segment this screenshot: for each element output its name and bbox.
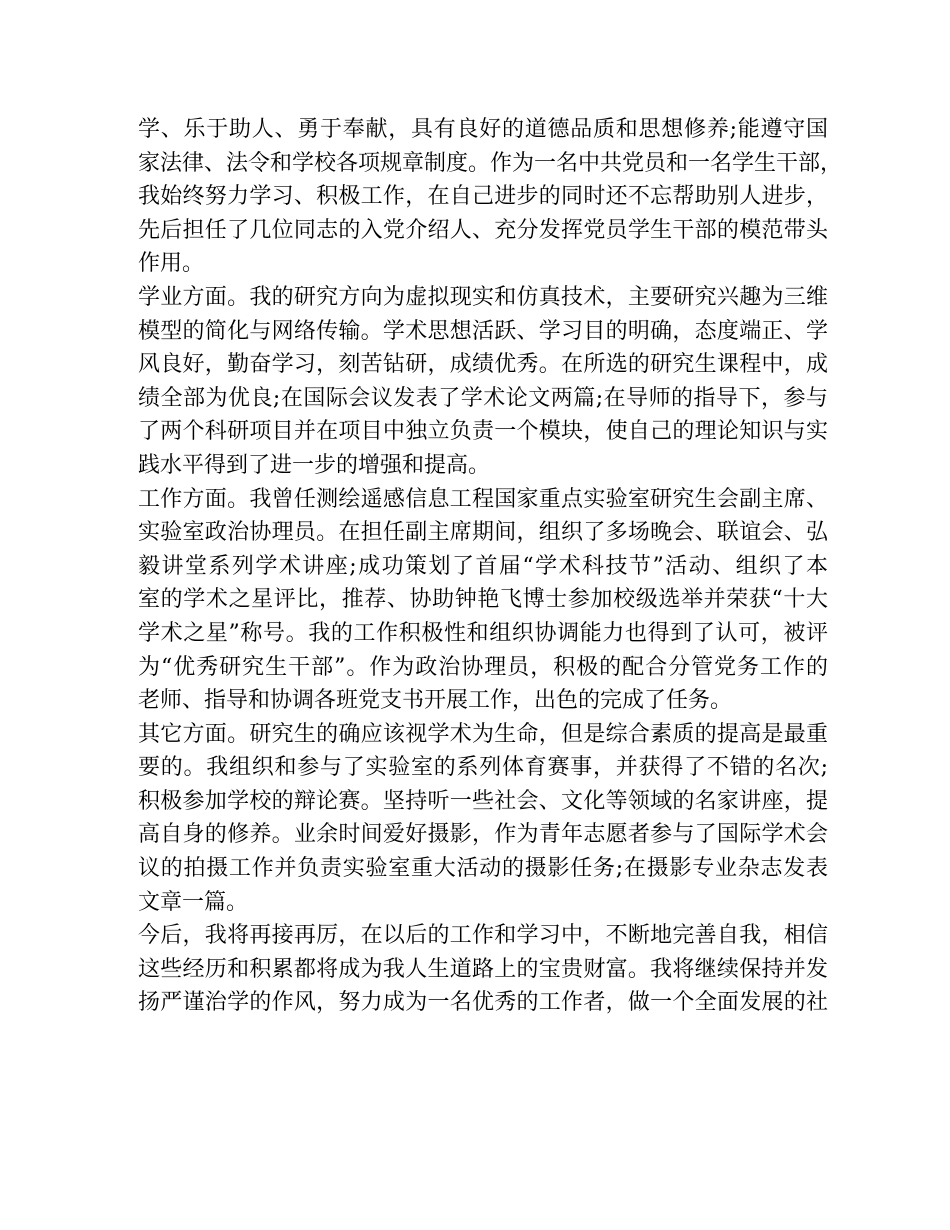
text-line: 先后担任了几位同志的入党介绍人、充分发挥党员学生干部的模范带头 xyxy=(138,217,828,243)
text-line: 践水平得到了进一步的增强和提高。 xyxy=(138,452,491,478)
text-line: 室的学术之星评比，推荐、协助钟艳飞博士参加校级选举并荣获“十大 xyxy=(138,587,828,613)
text-line: 积极参加学校的辩论赛。坚持听一些社会、文化等领域的名家讲座，提 xyxy=(138,788,828,814)
text-line: 作用。 xyxy=(138,251,205,277)
text-line: 家法律、法令和学校各项规章制度。作为一名中共党员和一名学生干部， xyxy=(138,150,843,176)
text-line: 实验室政治协理员。在担任副主席期间，组织了多场晚会、联谊会、弘 xyxy=(138,520,828,546)
text-line: 为“优秀研究生干部”。作为政治协理员，积极的配合分管党务工作的 xyxy=(138,654,828,680)
text-line: 学业方面。我的研究方向为虚拟现实和仿真技术，主要研究兴趣为三维 xyxy=(138,284,828,310)
text-line: 高自身的修养。业余时间爱好摄影，作为青年志愿者参与了国际学术会 xyxy=(138,822,828,848)
text-line: 要的。我组织和参与了实验室的系列体育赛事，并获得了不错的名次; xyxy=(138,755,828,781)
text-line: 这些经历和积累都将成为我人生道路上的宝贵财富。我将继续保持并发 xyxy=(138,956,828,982)
text-line: 今后，我将再接再厉，在以后的工作和学习中，不断地完善自我，相信 xyxy=(138,923,828,949)
text-line: 模型的简化与网络传输。学术思想活跃、学习目的明确，态度端正、学 xyxy=(138,318,828,344)
text-line: 我始终努力学习、积极工作，在自己进步的同时还不忘帮助别人进步， xyxy=(138,184,828,210)
text-line: 毅讲堂系列学术讲座;成功策划了首届“学术科技节”活动、组织了本 xyxy=(138,553,828,579)
text-line: 风良好，勤奋学习，刻苦钻研，成绩优秀。在所选的研究生课程中，成 xyxy=(138,352,828,378)
text-line: 工作方面。我曾任测绘遥感信息工程国家重点实验室研究生会副主席、 xyxy=(138,486,828,512)
document-body xyxy=(138,113,843,1020)
text-line: 文章一篇。 xyxy=(138,889,249,915)
text-line: 扬严谨治学的作风，努力成为一名优秀的工作者，做一个全面发展的社 xyxy=(138,990,828,1016)
text-line: 了两个科研项目并在项目中独立负责一个模块，使自己的理论知识与实 xyxy=(138,419,828,445)
text-line: 绩全部为优良;在国际会议发表了学术论文两篇;在导师的指导下，参与 xyxy=(138,385,828,411)
text-line: 学术之星”称号。我的工作积极性和组织协调能力也得到了认可，被评 xyxy=(138,620,828,646)
text-line: 其它方面。研究生的确应该视学术为生命，但是综合素质的提高是最重 xyxy=(138,721,828,747)
text-line: 老师、指导和协调各班党支书开展工作，出色的完成了任务。 xyxy=(138,688,733,714)
text-line: 议的拍摄工作并负责实验室重大活动的摄影任务;在摄影专业杂志发表 xyxy=(138,856,828,882)
text-line: 学、乐于助人、勇于奉献，具有良好的道德品质和思想修养;能遵守国 xyxy=(138,117,828,142)
